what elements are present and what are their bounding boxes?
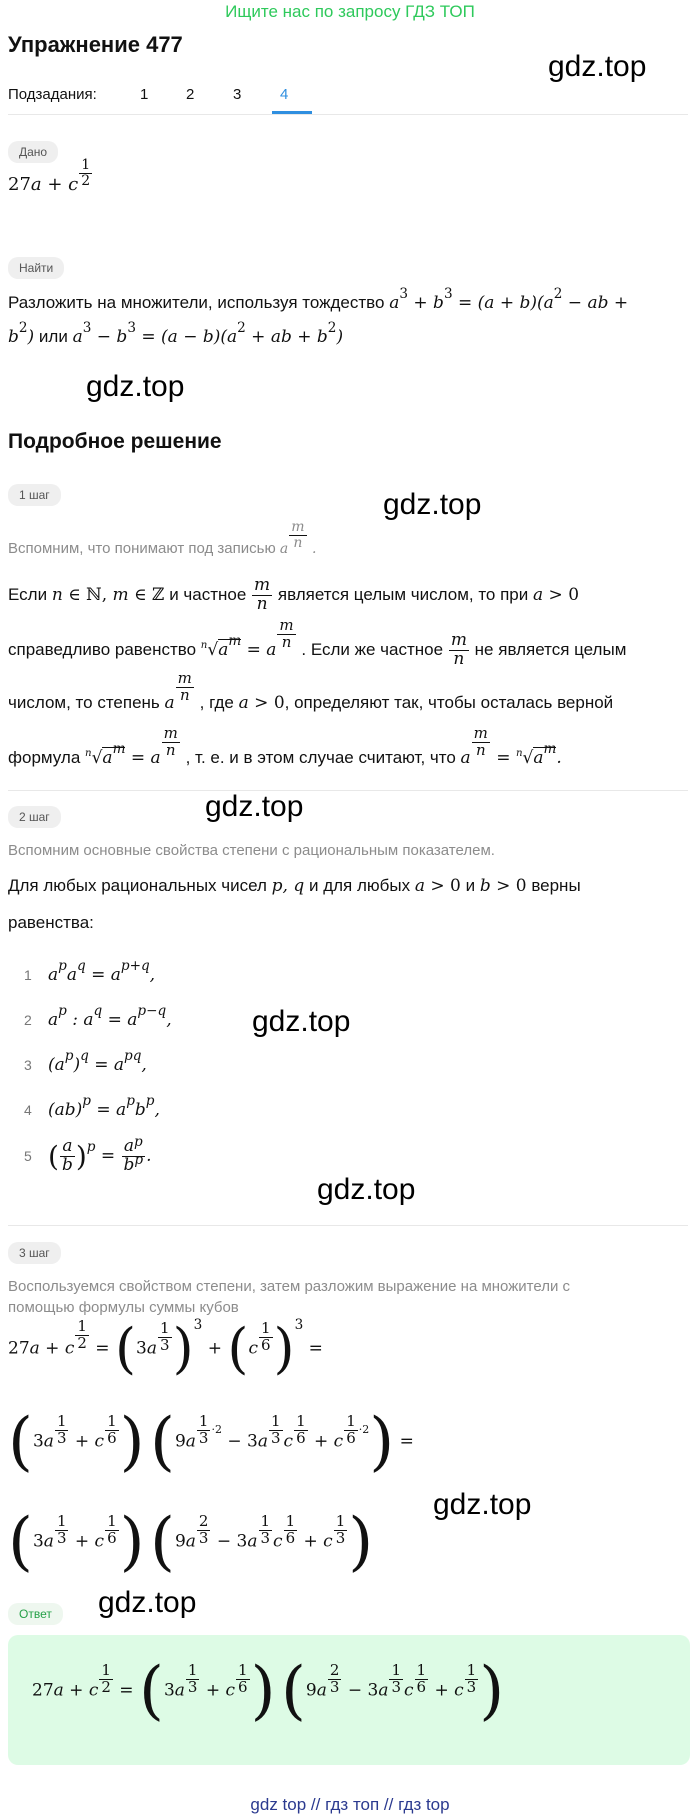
page-title: Упражнение 477 — [8, 32, 183, 57]
property-item-5: 5 ( $\frac{a}{b}$ )$^p$ = $\frac{a^p}{b^p}$ . — [24, 1133, 152, 1175]
step-3-equation-line-3: (3a $\frac{1}{3}$ + c $\frac{1}{6}$ ) (9a $\frac{2}{3}$ − 3a $\frac{1}{3}$ c $\frac{1}{6}$ + c $\frac{1}{3}$ ) — [8, 1505, 374, 1579]
watermark: gdz.top — [252, 1005, 351, 1038]
watermark: gdz.top — [383, 488, 482, 521]
divider — [8, 790, 688, 791]
subtask-tab-4[interactable]: 4 — [280, 86, 289, 103]
step-2-paragraph-1: Для любых рациональных чисел p, q и для любых a > 0 и b > 0 верны — [8, 876, 581, 896]
find-tag: Найти — [8, 257, 64, 279]
watermark: gdz.top — [98, 1586, 197, 1619]
step-1-paragraph-2: справедливо равенство $^n√a^m = a$ $\frac{m}{n}$ . Если же частное $\frac{m}{n}$ не является целым — [8, 616, 627, 669]
step-2-tag: 2 шаг — [8, 806, 61, 828]
step-2-paragraph-2: равенства: — [8, 913, 94, 932]
top-banner: Ищите нас по запросу ГДЗ ТОП — [225, 2, 475, 21]
property-item-4: 4 $(ab)^p = a^pb^p$, — [24, 1093, 160, 1120]
step-1-tag: 1 шаг — [8, 484, 61, 506]
solution-title: Подробное решение — [8, 430, 222, 453]
step-3-hint-2: помощью формулы суммы кубов — [8, 1299, 239, 1316]
watermark: gdz.top — [433, 1488, 532, 1521]
answer-box — [8, 1635, 690, 1765]
given-tag: Дано — [8, 141, 58, 163]
subtask-tab-3[interactable]: 3 — [233, 86, 242, 103]
watermark: gdz.top — [548, 50, 647, 83]
step-1-paragraph-1: Если n ∈ ℕ, m ∈ ℤ и частное $\frac{m}{n}$ является целым числом, то при a > 0 — [8, 575, 580, 614]
watermark: gdz.top — [86, 370, 185, 403]
property-item-2: 2 $a^p$ : $a^q = a^{p-q}$, — [24, 1003, 172, 1030]
step-3-equation-line-1: 27a + c $\frac{1}{2}$ = (3a $\frac{1}{3}$ )$^3$ + (c $\frac{1}{6}$ )$^3$ = — [8, 1316, 323, 1380]
divider — [8, 1225, 688, 1226]
watermark: gdz.top — [317, 1173, 416, 1206]
subtask-tab-2[interactable]: 2 — [186, 86, 195, 103]
find-text-line-1: Разложить на множители, используя тождество $a^3 + b^3 = (a + b)(a^2$ − ab + — [8, 286, 629, 313]
step-1-paragraph-3: числом, то степень a $\frac{m}{n}$ , где a > 0, определяют так, чтобы осталась верной — [8, 669, 614, 713]
step-1-hint: Вспомним, что понимают под записью a $\frac{m}{n}$ . — [8, 519, 317, 558]
answer-expression: 27a + c $\frac{1}{2}$ = (3a $\frac{1}{3}$ + c $\frac{1}{6}$ ) (9a $\frac{2}{3}$ − 3a $\frac{1}{3}$ c $\frac{1}{6}$ + c $\frac{1}{3}$ ) — [32, 1654, 505, 1728]
watermark: gdz.top — [205, 790, 304, 823]
step-2-hint: Вспомним основные свойства степени с рациональным показателем. — [8, 842, 495, 859]
given-expression: 27a + c $\frac{1}{2}$ — [8, 157, 91, 196]
step-3-hint-1: Воспользуемся свойством степени, затем разложим выражение на множители с — [8, 1278, 570, 1295]
step-3-equation-line-2: (3a $\frac{1}{3}$ + c $\frac{1}{6}$ ) (9a $\frac{1}{3}$ $^{\cdot 2}$ − 3a $\frac{1}{3}$ c $\frac{1}{6}$ + c $\frac{1}{6}$ $^{\cdot 2}$) = — [8, 1405, 414, 1479]
property-item-1: 1 $a^pa^q = a^{p+q}$, — [24, 958, 156, 985]
property-item-3: 3 $(a^p)^q = a^{pq}$, — [24, 1048, 147, 1075]
footer-links[interactable]: gdz top // гдз топ // гдз top — [250, 1795, 450, 1814]
subtasks-label: Подзадания: — [8, 86, 97, 103]
subtasks-divider — [8, 114, 688, 115]
step-3-tag: 3 шаг — [8, 1242, 61, 1264]
subtask-active-indicator — [272, 111, 312, 114]
answer-tag: Ответ — [8, 1603, 63, 1625]
subtask-tab-1[interactable]: 1 — [140, 86, 149, 103]
find-text-line-2: $b^2$) или $a^3 - b^3 = (a - b)(a^2$ + ab + $b^2$) — [8, 320, 344, 347]
step-1-paragraph-4: формула $^n√a^m = a$ $\frac{m}{n}$ , т. е. и в этом случае считают, что a $\frac{m}{n}$ = $^n√a^m$. — [8, 724, 562, 768]
